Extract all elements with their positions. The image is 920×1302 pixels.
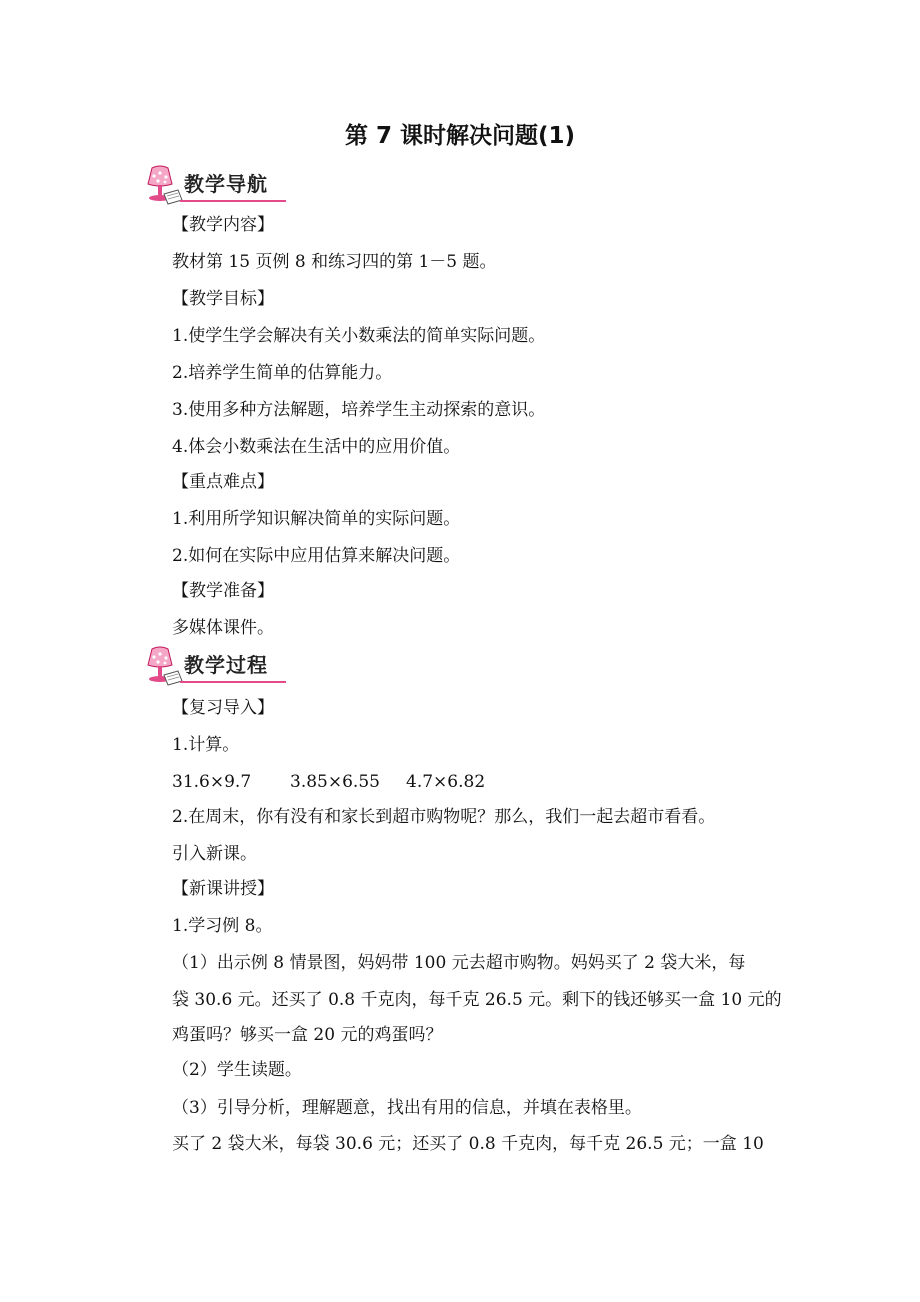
key-item: 2.如何在实际中应用估算来解决问题。 <box>172 546 461 566</box>
key-item: 1.利用所学知识解决简单的实际问题。 <box>172 509 461 529</box>
review-item: 1.计算。 <box>172 735 240 755</box>
lesson-item: 1.学习例 8。 <box>172 916 273 936</box>
heading-teaching-goals: 【教学目标】 <box>172 289 274 309</box>
section-label: 教学过程 <box>184 653 268 677</box>
lamp-and-book-icon <box>140 645 186 691</box>
calculation: 4.7×6.82 <box>406 772 486 792</box>
preparation-text: 多媒体课件。 <box>172 618 274 638</box>
paragraph-line: （3）引导分析，理解题意，找出有用的信息，并填在表格里。 <box>172 1098 642 1118</box>
heading-preparation: 【教学准备】 <box>172 581 274 601</box>
page-title: 第 7 课时解决问题(1) <box>344 123 576 149</box>
section-label: 教学导航 <box>184 172 268 196</box>
lamp-and-book-icon <box>140 164 186 210</box>
calculation: 31.6×9.7 <box>172 772 252 792</box>
goal-item: 1.使学生学会解决有关小数乘法的简单实际问题。 <box>172 326 546 346</box>
paragraph-line: （2）学生读题。 <box>172 1060 302 1080</box>
paragraph-line: 袋 30.6 元。还买了 0.8 千克肉，每千克 26.5 元。剩下的钱还够买一盒 10 元的 <box>172 990 782 1010</box>
section-header-nav <box>140 164 290 214</box>
goal-item: 4.体会小数乘法在生活中的应用价值。 <box>172 437 461 457</box>
section-underline <box>180 681 286 683</box>
paragraph-line: 买了 2 袋大米，每袋 30.6 元；还买了 0.8 千克肉，每千克 26.5 元；一盒 10 <box>172 1134 764 1154</box>
review-item: 2.在周末，你有没有和家长到超市购物呢？那么，我们一起去超市看看。 <box>172 807 716 827</box>
section-underline <box>180 200 286 202</box>
content-text: 教材第 15 页例 8 和练习四的第 1－5 题。 <box>172 252 497 272</box>
paragraph-line: （1）出示例 8 情景图，妈妈带 100 元去超市购物。妈妈买了 2 袋大米，每 <box>172 953 746 973</box>
review-item: 引入新课。 <box>172 844 257 864</box>
heading-teaching-content: 【教学内容】 <box>172 215 274 235</box>
goal-item: 3.使用多种方法解题，培养学生主动探索的意识。 <box>172 400 546 420</box>
heading-new-lesson: 【新课讲授】 <box>172 879 274 899</box>
goal-item: 2.培养学生简单的估算能力。 <box>172 363 393 383</box>
heading-key-points: 【重点难点】 <box>172 472 274 492</box>
calculation-row <box>172 769 485 795</box>
section-header-process <box>140 645 290 695</box>
paragraph-line: 鸡蛋吗？够买一盒 20 元的鸡蛋吗？ <box>172 1025 443 1045</box>
calculation: 3.85×6.55 <box>290 772 380 792</box>
heading-review: 【复习导入】 <box>172 698 274 718</box>
